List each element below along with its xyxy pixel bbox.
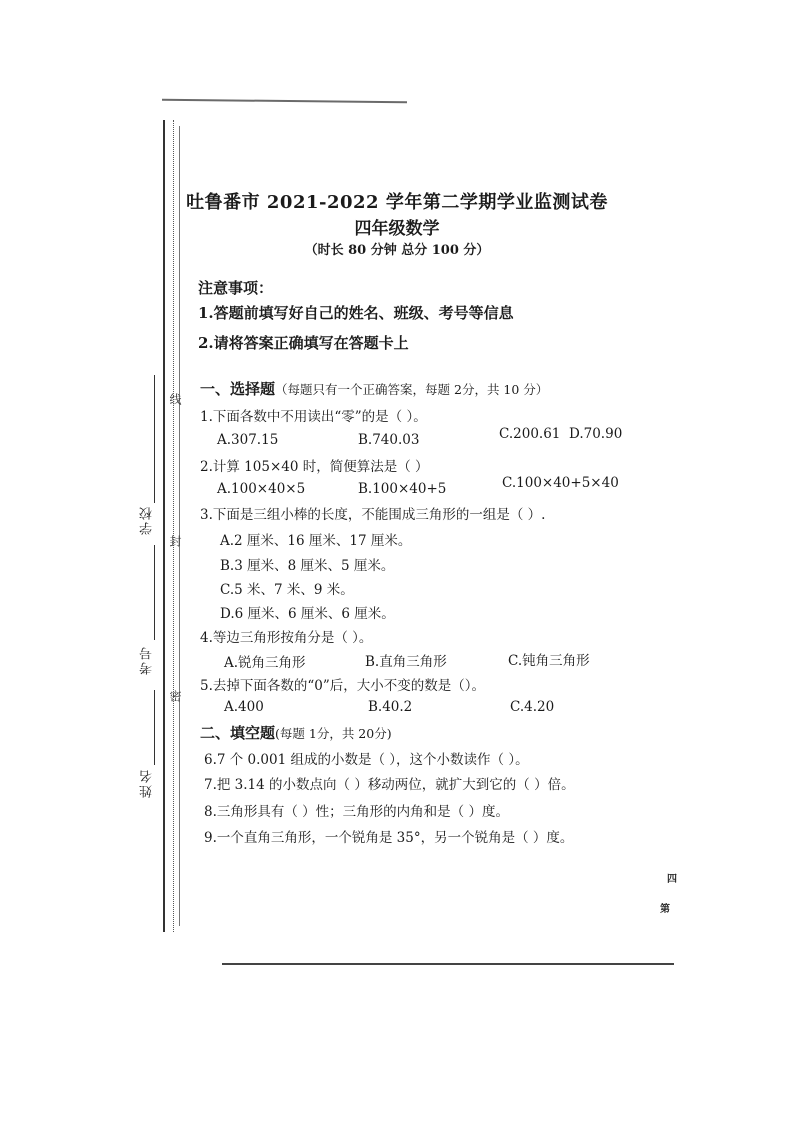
fill-question[interactable]: 6.7 个 0.001 组成的小数是（ ），这个小数读作（ ）。 [204,752,529,768]
school-label: 学校 [140,505,155,535]
question-stem: 4.等边三角形按角分是（ ）。 [200,630,373,646]
option[interactable]: A.307.15 [217,432,279,448]
option[interactable]: A.400 [224,699,264,715]
id-field[interactable] [154,545,155,640]
option[interactable]: C.200.61 [499,426,561,442]
page-side-mark: 第 [660,904,670,915]
seal-mark-secret: 密 [168,690,182,702]
question-stem: 1.下面各数中不用读出“零”的是（ ）。 [200,409,427,425]
option[interactable]: B.3 厘米、8 厘米、5 厘米。 [220,558,395,574]
option[interactable]: D.70.90 [569,426,623,442]
seal-mark-seal: 封 [168,535,182,547]
page-side-mark: 四 [667,874,677,885]
option[interactable]: A.2 厘米、16 厘米、17 厘米。 [220,533,412,549]
option[interactable]: B.100×40+5 [358,481,447,497]
section-1-title: 一、选择题 [200,380,276,398]
option[interactable]: B.直角三角形 [365,654,447,670]
option[interactable]: C.100×40+5×40 [502,475,619,491]
name-label: 姓名 [140,768,155,798]
section-1-heading [200,378,548,399]
section-1-note: （每题只有一个正确答案，每题 2分，共 10 分） [275,382,549,397]
option[interactable]: C.钝角三角形 [508,653,590,669]
option[interactable]: C.5 米、7 米、9 米。 [220,582,354,598]
section-2-title: 二、填空题 [200,724,276,742]
scan-edge-bottom [222,963,674,965]
question-stem: 2.计算 105×40 时，简便算法是（ ） [200,459,429,475]
option[interactable]: A.锐角三角形 [224,655,306,671]
option[interactable]: D.6 厘米、6 厘米、6 厘米。 [220,606,395,622]
exam-title: 吐鲁番市 2021-2022 学年第二学期学业监测试卷 [186,192,608,213]
section-2-heading [200,722,392,743]
exam-subject: 四年级数学 [354,219,440,239]
name-field[interactable] [154,690,155,765]
section-2-note: (每题 1分，共 20分) [275,726,392,741]
option[interactable]: A.100×40×5 [217,481,306,497]
notice-item: 2.请将答案正确填写在答题卡上 [198,334,409,352]
seal-mark-line: 线 [168,393,182,405]
exam-info: （时长 80 分钟 总分 100 分） [304,243,490,258]
option[interactable]: B.740.03 [358,432,420,448]
question-stem: 5.去掉下面各数的“0”后，大小不变的数是（）。 [200,678,486,694]
fill-question[interactable]: 8.三角形具有（ ）性；三角形的内角和是（ ）度。 [204,804,509,820]
id-label: 考号 [140,645,155,675]
notice-heading: 注意事项： [198,279,274,297]
question-stem: 3.下面是三组小棒的长度，不能围成三角形的一组是（ ）. [200,507,546,523]
school-field[interactable] [154,375,155,503]
notice-item: 1.答题前填写好自己的姓名、班级、考号等信息 [198,304,514,322]
fill-question[interactable]: 9.一个直角三角形，一个锐角是 35°，另一个锐角是（ ）度。 [204,830,574,846]
option[interactable]: B.40.2 [368,699,413,715]
option[interactable]: C.4.20 [510,699,555,715]
fill-question[interactable]: 7.把 3.14 的小数点向（ ）移动两位，就扩大到它的（ ）倍。 [204,777,575,793]
scan-edge-top [162,99,407,104]
